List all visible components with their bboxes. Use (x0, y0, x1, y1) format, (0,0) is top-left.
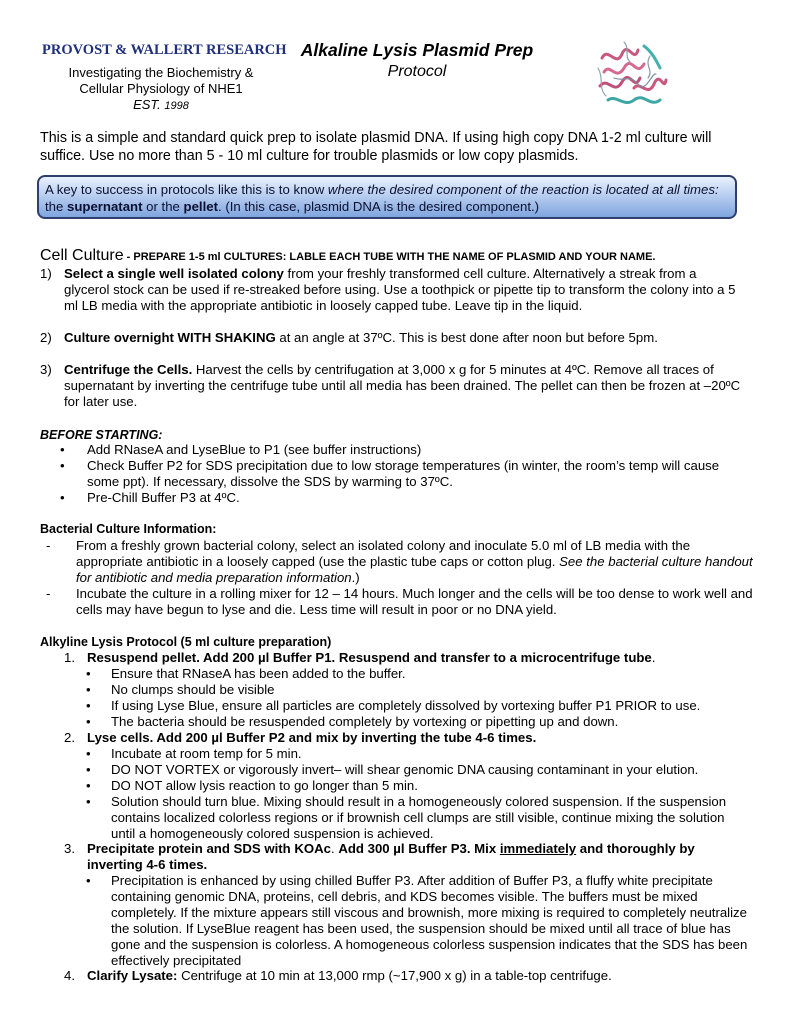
step-body: . (651, 650, 656, 665)
step-text (87, 968, 752, 984)
bullet: • (60, 458, 65, 473)
document-subtitle: Protocol (387, 63, 447, 80)
step-body: Harvest the cells by centrifugation at 3,000 x g for 5 minutes at 4ºC. Remove all traces of supernatant by inverting the centrifuge tube until all media has been drained. The pellet can then be frozen at –20ºC for later use. (64, 362, 741, 409)
organization-name: PROVOST & WALLERT RESEARCH (42, 42, 287, 58)
step-bold: Centrifuge the Cells. (64, 362, 193, 377)
sub-item: Ensure that RNaseA has been added to the buffer. (111, 666, 406, 681)
step-number: 2) (40, 330, 52, 345)
item-italic: See the bacterial culture handout for antibiotic and media preparation information (76, 554, 753, 585)
step-bold: Resuspend pellet. Add 200 µl Buffer P1. Resuspend and transfer to a microcentrifuge tube (87, 650, 652, 665)
tagline (40, 65, 282, 114)
step-bold-underlined: immediately (499, 841, 577, 856)
list-item (76, 538, 756, 586)
protein-structure-logo (594, 38, 670, 114)
callout-pellet: pellet (183, 199, 218, 214)
step-bold: Add 300 µl Buffer P3. Mix (338, 841, 500, 856)
callout-italic: where the desired component of the reaction is located at all times: (327, 182, 719, 197)
sub-item: If using Lyse Blue, ensure all particles are completely dissolved by vortexing buffer P1 PRIOR to use. (111, 698, 701, 713)
bullet: • (86, 746, 91, 761)
step-bold: Precipitate protein and SDS with KOAc (87, 841, 332, 856)
callout-text: . (In this case, plasmid DNA is the desired component.) (218, 199, 540, 214)
bullet: • (86, 698, 91, 713)
step-text (87, 730, 752, 746)
step-body: . (331, 841, 339, 856)
dash-marker: - (46, 586, 51, 601)
step-number: 3. (64, 841, 75, 856)
callout-text: or the (142, 199, 184, 214)
step-number: 2. (64, 730, 75, 745)
step-text (87, 841, 752, 873)
bullet: • (86, 714, 91, 729)
callout-text: the (45, 199, 67, 214)
bullet: • (60, 442, 65, 457)
sub-item: Incubate at room temp for 5 min. (111, 746, 302, 761)
est-label: EST. (133, 97, 161, 112)
est-year: 1998 (164, 100, 189, 112)
callout-supernatant: supernatant (67, 199, 143, 214)
bullet: • (86, 778, 91, 793)
step-body: from your freshly transformed cell culture. Alternatively a streak from a glycerol stock can be used if re-streaked before using. Use a toothpick or pipette tip to transform the colony into a 5 ml LB media with the appropriate antibiotic in loosely capped tube. Leave tip in the liquid. (64, 266, 736, 313)
step-number: 3) (40, 362, 52, 377)
sub-item: DO NOT allow lysis reaction to go longer than 5 min. (111, 778, 418, 793)
step-bold: and thoroughly by inverting 4-6 times. (87, 841, 695, 872)
sub-item: The bacteria should be resuspended completely by vortexing or pipetting up and down. (111, 714, 619, 729)
protocol-heading: Alkyline Lysis Protocol (5 ml culture preparation) (40, 635, 332, 649)
cell-culture-heading (40, 248, 655, 265)
sub-item: Precipitation is enhanced by using chilled Buffer P3. After addition of Buffer P3, a fluffy white precipitate containing genomic DNA, proteins, cell debris, and KDS becomes visible. The buffers must be mixed completely. If the mixture appears still viscous and brownish, more mixing is required to completely neutralize the solution. If LyseBlue reagent has been used, the suspension should be mixed until all trace of blue has gone and the suspension is colorless. A homogeneous colorless suspension indicates that the SDS has been effectively precipitated (111, 873, 748, 968)
bullet: • (60, 490, 65, 505)
step-body: at an angle at 37ºC. This is best done after noon but before 5pm. (275, 330, 658, 345)
bullet: • (86, 762, 91, 777)
step-text (64, 362, 744, 410)
section-title: Cell Culture (40, 247, 124, 264)
list-item: Incubate the culture in a rolling mixer for 12 – 14 hours. Much longer and the cells will be too dense to work well and cells may have begun to lyse and die. Less time will result in poor or no DNA yield. (76, 586, 753, 617)
step-bold: Lyse cells. Add 200 µl Buffer P2 and mix by inverting the tube 4-6 times. (87, 730, 537, 745)
step-bold: Culture overnight WITH SHAKING (64, 330, 276, 345)
step-text (87, 650, 752, 666)
bullet: • (86, 873, 91, 888)
tagline-line-1: Investigating the Biochemistry & (68, 65, 254, 80)
dash-marker: - (46, 538, 51, 553)
section-caps: - PREPARE 1-5 ml CULTURES: LABLE EACH TUBE WITH THE NAME OF PLASMID AND YOUR NAME. (123, 251, 656, 263)
key-tip-callout (37, 175, 737, 219)
item-text: .) (351, 570, 360, 585)
sub-item: DO NOT VORTEX or vigorously invert– will shear genomic DNA causing contaminant in your elution. (111, 762, 699, 777)
tagline-line-2: Cellular Physiology of NHE1 (79, 81, 243, 96)
step-number: 1. (64, 650, 75, 665)
list-item: Add RNaseA and LyseBlue to P1 (see buffer instructions) (87, 442, 422, 457)
item-text: From a freshly grown bacterial colony, select an isolated colony and inoculate 5.0 ml of LB media with the appropriate antibiotic in a loosely capped (use the plastic tube caps or cotton plug. (76, 538, 691, 569)
document-title: Alkaline Lysis Plasmid Prep (300, 40, 534, 60)
bullet: • (86, 682, 91, 697)
intro-paragraph: This is a simple and standard quick prep to isolate plasmid DNA. If using high copy DNA 1-2 ml culture will suffice. Use no more than 5 - 10 ml culture for trouble plasmids or low copy plasmids. (40, 130, 712, 164)
step-bold: Clarify Lysate: (87, 968, 178, 983)
callout-text: A key to success in protocols like this is to know (45, 182, 328, 197)
list-item: Check Buffer P2 for SDS precipitation due to low storage temperatures (in winter, the room’s temp will cause some ppt). If necessary, dissolve the SDS by warming to 37ºC. (87, 458, 720, 489)
step-number: 4. (64, 968, 75, 983)
step-number: 1) (40, 266, 52, 281)
bullet: • (86, 794, 91, 809)
step-text (64, 330, 744, 346)
sub-item: No clumps should be visible (111, 682, 275, 697)
sub-item: Solution should turn blue. Mixing should result in a homogeneously colored suspension. If the suspension contains localized colorless regions or if brownish cell clumps are still visible, continue mixing the solution until a homogeneously colored suspension is achieved. (111, 794, 727, 841)
step-bold: Select a single well isolated colony (64, 266, 284, 281)
bacterial-culture-heading: Bacterial Culture Information: (40, 522, 217, 536)
established (40, 97, 282, 114)
step-body: Centrifuge at 10 min at 13,000 rmp (~17,900 x g) in a table-top centrifuge. (177, 968, 612, 983)
step-text (64, 266, 744, 314)
list-item: Pre-Chill Buffer P3 at 4ºC. (87, 490, 240, 505)
bullet: • (86, 666, 91, 681)
before-starting-heading: BEFORE STARTING: (40, 428, 163, 442)
